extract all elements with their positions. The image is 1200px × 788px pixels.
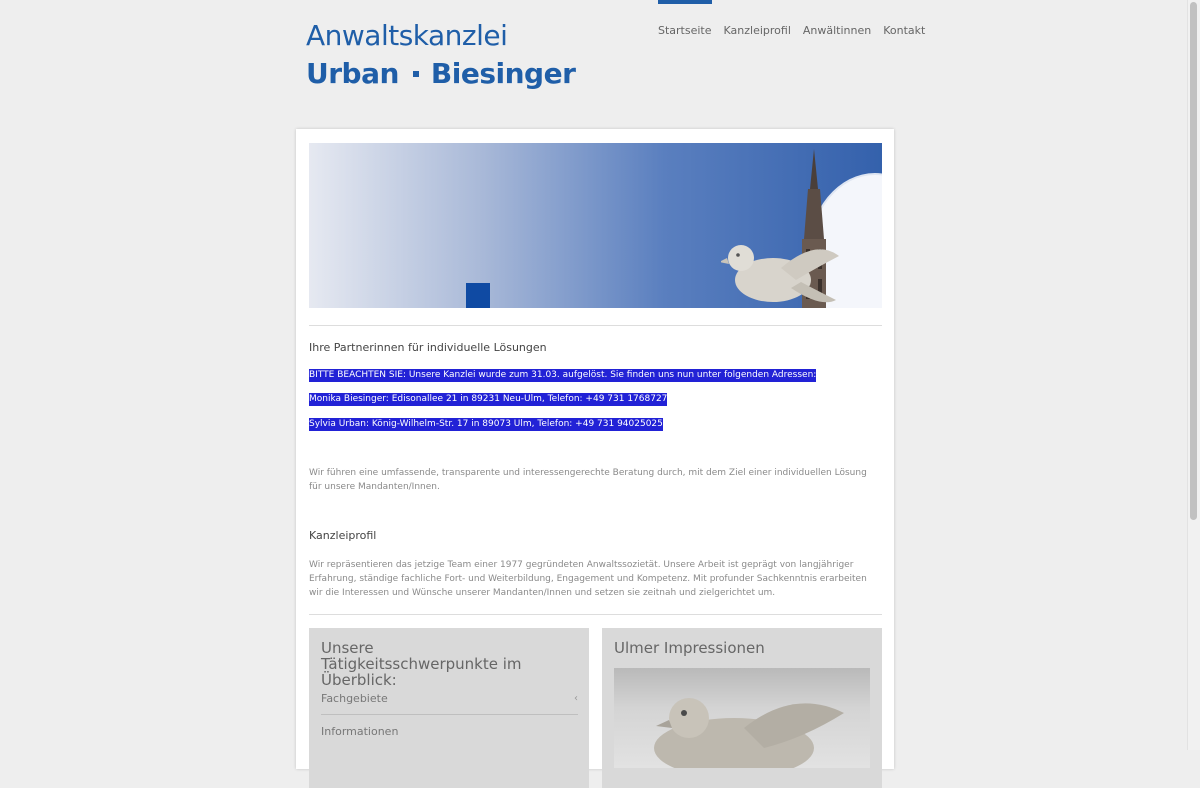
link-fachgebiete[interactable] xyxy=(321,683,578,713)
nav-item-startseite[interactable]: Startseite xyxy=(652,0,718,37)
tagline-heading: Ihre Partnerinnen für individuelle Lösungen xyxy=(309,341,547,354)
focus-areas-box xyxy=(309,628,589,788)
page-scrollbar[interactable] xyxy=(1187,0,1200,750)
impressions-title: Ulmer Impressionen xyxy=(614,639,765,657)
logo-line1: Anwaltskanzlei xyxy=(306,19,508,52)
divider xyxy=(309,614,882,615)
link-informationen[interactable] xyxy=(321,716,578,746)
notice-address-biesinger: Monika Biesinger: Edisonallee 21 in 89231 Neu-Ulm, Telefon: +49 731 1768727 xyxy=(309,394,668,404)
nav-item-kanzleiprofil[interactable]: Kanzleiprofil xyxy=(723,24,791,37)
chevron-left-icon: ‹ xyxy=(574,692,578,704)
content-panel xyxy=(296,129,894,769)
link-divider xyxy=(321,714,578,715)
link-informationen-label: Informationen xyxy=(321,724,399,738)
notice-closure: BITTE BEACHTEN SIE: Unsere Kanzlei wurde zum 31.03. aufgelöst. Sie finden uns nun unter folgenden Adressen: xyxy=(309,370,817,380)
logo-name-biesinger: Biesinger xyxy=(430,57,576,90)
scrollbar-thumb[interactable] xyxy=(1190,2,1197,520)
divider xyxy=(309,325,882,326)
main-nav xyxy=(652,0,931,37)
hero-banner xyxy=(309,143,882,308)
sparrow-statue-image xyxy=(721,238,841,308)
focus-areas-title: Unsere Tätigkeitsschwerpunkte im Überblick: xyxy=(321,639,522,689)
notice-address-urban: Sylvia Urban: König-Wilhelm-Str. 17 in 89073 Ulm, Telefon: +49 731 94025025 xyxy=(309,419,663,429)
nav-item-kontakt[interactable]: Kontakt xyxy=(883,24,926,37)
sparrow-statue-photo xyxy=(614,668,870,768)
nav-item-anwaeltinnen[interactable]: Anwältinnen xyxy=(802,24,872,37)
profile-heading: Kanzleiprofil xyxy=(309,529,377,542)
intro-text: Wir führen eine umfassende, transparente und interessengerechte Beratung durch, mit dem Ziel einer individuellen Lösung für unsere Mandanten/Innen. xyxy=(309,468,867,492)
impressions-box xyxy=(602,628,882,788)
ulm-impression-photo[interactable] xyxy=(614,668,870,768)
logo-line2 xyxy=(306,54,575,94)
site-logo[interactable] xyxy=(306,18,575,94)
logo-separator xyxy=(413,71,419,77)
hero-blue-square xyxy=(466,283,490,308)
link-fachgebiete-label: Fachgebiete xyxy=(321,691,388,705)
logo-name-urban: Urban xyxy=(306,57,399,90)
profile-text: Wir repräsentieren das jetzige Team einer 1977 gegründeten Anwaltssozietät. Unsere Arbeit ist geprägt von langjähriger Erfahrung, ständige fachliche Fort- und Weiterbildung, Engagement und Kompetenz. Mit profunder Sachkenntnis erarbeiten wir die Interessen und Wünsche unserer Mandanten/Innen und setzen sie zeitnah und zielgerichtet um. xyxy=(309,560,867,598)
